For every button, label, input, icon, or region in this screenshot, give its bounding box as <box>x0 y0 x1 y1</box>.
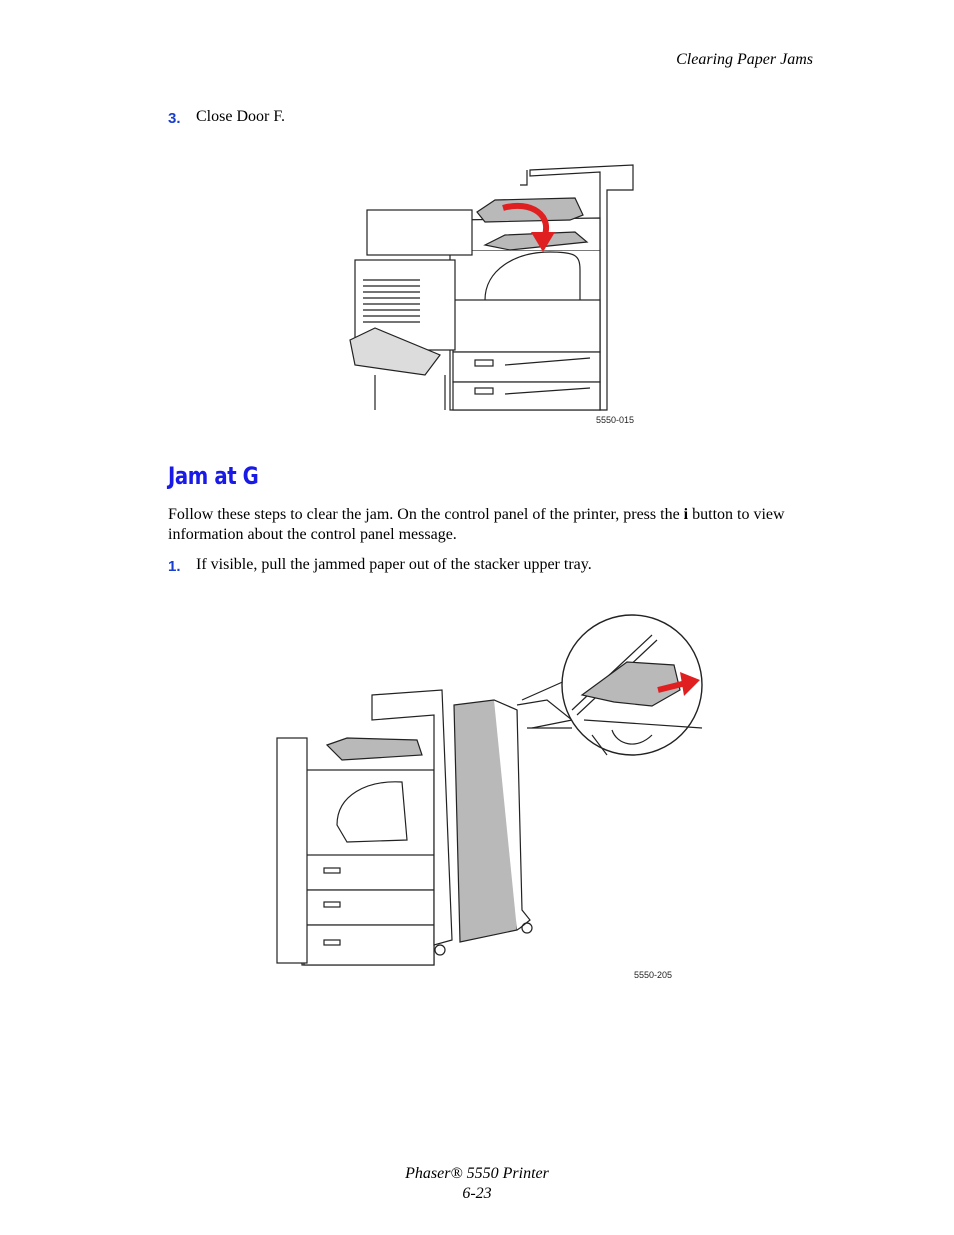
product-name: Phaser® 5550 Printer <box>405 1165 549 1182</box>
step-text: If visible, pull the jammed paper out of the stacker upper tray. <box>196 556 592 573</box>
running-header: Clearing Paper Jams <box>676 51 813 68</box>
printer-stacker-jam-illustration <box>272 610 712 980</box>
intro-text: Follow these steps to clear the jam. On the control panel of the printer, press the <box>168 506 684 523</box>
section-heading: Jam at G <box>168 462 259 490</box>
intro-paragraph <box>168 505 808 545</box>
page-number: 6-23 <box>462 1185 492 1202</box>
intro-text-end: button to view information about the control panel message. <box>168 506 785 543</box>
info-button-label: i <box>683 506 689 523</box>
step-number: 1. <box>168 558 181 575</box>
figure-stacker-jam <box>272 610 712 980</box>
step-text: Close Door F. <box>196 108 285 125</box>
step-1 <box>0 556 954 578</box>
step-3 <box>0 108 954 130</box>
page-footer <box>0 1164 954 1204</box>
step-number: 3. <box>168 110 181 127</box>
figure-code: 5550-205 <box>634 970 673 980</box>
figure-close-door-f <box>345 160 640 425</box>
figure-code: 5550-015 <box>595 415 634 425</box>
printer-close-door-f-illustration <box>345 160 640 415</box>
